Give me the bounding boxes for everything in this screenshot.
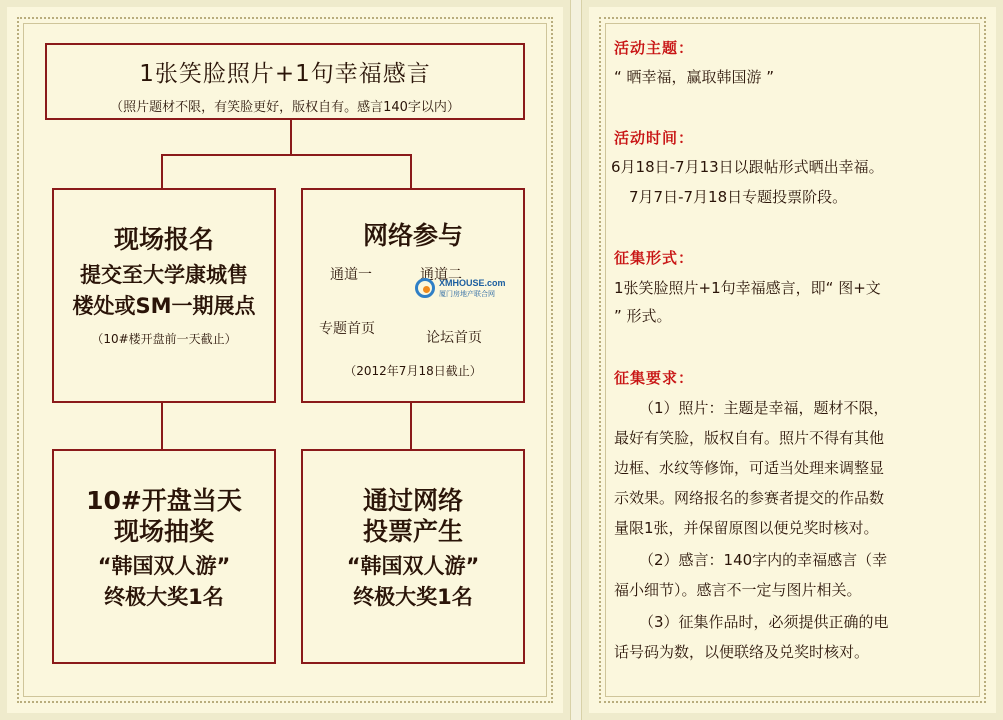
onsite-title: 现场报名 — [113, 225, 214, 254]
online-note: （2012年7月18日截止） — [344, 364, 482, 378]
connector-line — [410, 402, 412, 450]
requirement-2-line: 福小细节）。感言不一定与图片相关。 — [614, 581, 862, 599]
onsite-prize-box — [52, 449, 276, 664]
online-title: 网络参与 — [362, 221, 463, 250]
xmhouse-logo-text: XMHOUSE.com — [439, 278, 506, 288]
forum-homepage-link[interactable]: 论坛首页 — [426, 330, 482, 346]
xmhouse-logo[interactable] — [415, 278, 515, 302]
online-prize-box — [301, 449, 525, 664]
requirement-3-line: 话号码为数，以便联络及兑奖时核对。 — [614, 643, 870, 661]
onsite-prize-line-3: “韩国双人游” — [97, 554, 231, 578]
requirement-1-line: 示效果。网络报名的参赛者提交的作品数 — [614, 489, 885, 507]
onsite-note: （10#楼开盘前一天截止） — [91, 332, 237, 346]
submission-box — [45, 43, 525, 120]
form-line-2: ” 形式。 — [614, 307, 672, 325]
onsite-prize-line-1: 10#开盘当天 — [86, 486, 242, 515]
submission-subtitle: （照片题材不限，有笑脸更好，版权自有。感言140字以内） — [110, 100, 460, 115]
connector-line — [290, 119, 292, 155]
online-prize-line-1: 通过网络 — [362, 486, 463, 515]
requirements-heading: 征集要求： — [614, 369, 695, 387]
xmhouse-logo-subtext: 厦门房地产联合网 — [439, 290, 495, 298]
topic-homepage-link[interactable]: 专题首页 — [319, 321, 375, 337]
form-line-1: 1张笑脸照片+1句幸福感言，即“ 图+文 — [614, 279, 881, 297]
channel-two-label: 通道二 — [420, 267, 462, 283]
theme-heading: 活动主题： — [614, 39, 695, 57]
channel-one-label: 通道一 — [330, 267, 372, 283]
connector-line — [410, 154, 412, 189]
onsite-registration-box — [52, 188, 276, 403]
connector-line — [161, 402, 163, 450]
onsite-line-1: 提交至大学康城售 — [80, 263, 248, 287]
onsite-line-2: 楼处或SM一期展点 — [72, 294, 256, 318]
form-heading: 征集形式： — [614, 249, 695, 267]
requirement-1-line: 边框、水纹等修饰，可适当处理来调整显 — [614, 459, 885, 477]
theme-text: “ 晒幸福，赢取韩国游 ” — [614, 68, 775, 86]
onsite-prize-line-2: 现场抽奖 — [113, 517, 214, 546]
xmhouse-logo-icon — [415, 278, 435, 298]
connector-line — [161, 154, 163, 189]
time-heading: 活动时间： — [614, 129, 695, 147]
requirement-1-line: 量限1张，并保留原图以便兑奖时核对。 — [614, 519, 879, 537]
rules-panel — [582, 0, 1003, 720]
time-line-1: 6月18日-7月13日以跟帖形式晒出幸福。 — [611, 158, 884, 176]
submission-title: 1张笑脸照片+1句幸福感言 — [139, 61, 431, 87]
online-participation-box — [301, 188, 525, 403]
requirement-1-line: （1）照片：主题是幸福，题材不限， — [639, 399, 889, 417]
onsite-prize-line-4: 终极大奖1名 — [104, 585, 224, 609]
time-line-2: 7月7日-7月18日专题投票阶段。 — [629, 188, 848, 206]
online-prize-line-2: 投票产生 — [362, 517, 463, 546]
online-prize-line-4: 终极大奖1名 — [353, 585, 473, 609]
requirement-2-line: （2）感言：140字内的幸福感言（幸 — [639, 551, 888, 569]
requirement-1-line: 最好有笑脸，版权自有。照片不得有其他 — [614, 429, 885, 447]
online-prize-line-3: “韩国双人游” — [346, 554, 480, 578]
requirement-3-line: （3）征集作品时，必须提供正确的电 — [639, 613, 889, 631]
connector-line — [161, 154, 411, 156]
